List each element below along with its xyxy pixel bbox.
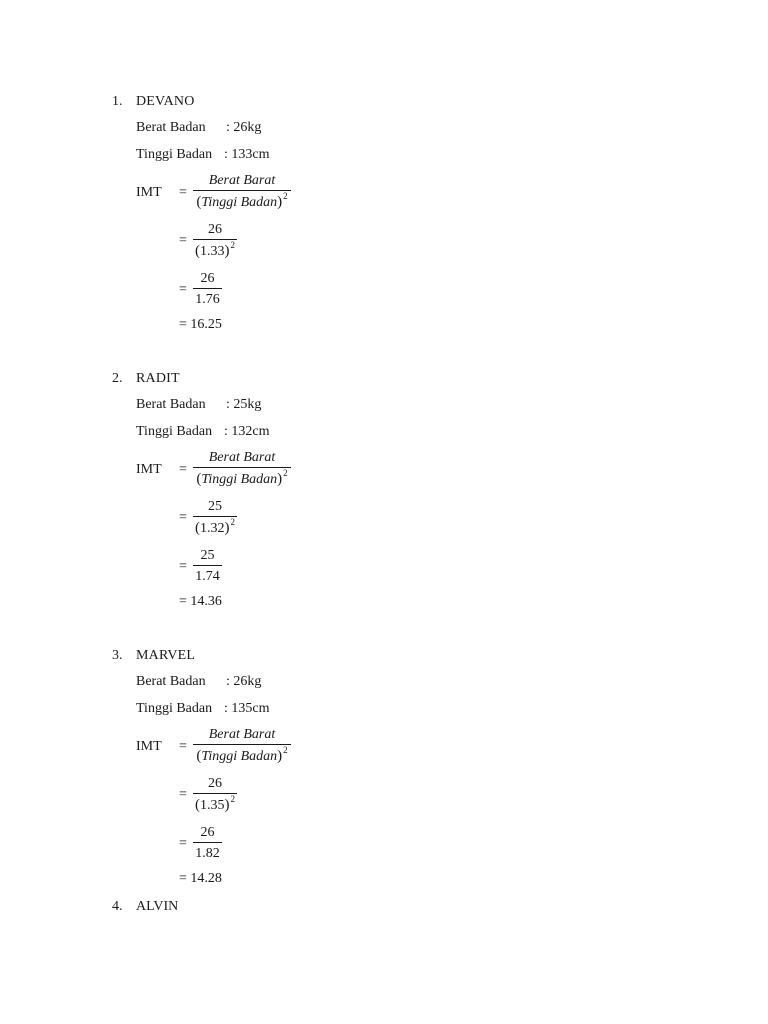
step1-fraction: 26 $(1.35)^2$ (195, 776, 235, 813)
exponent: 2 (283, 468, 288, 478)
entry-number: 2. (112, 371, 123, 386)
imt-label: IMT (136, 185, 162, 200)
imt-formula-fraction: Berat Barat (Tinggi Badan)$^2$ (193, 727, 291, 765)
imt-result: = 14.28 (179, 871, 222, 886)
step2-denominator: 1.82 (195, 846, 220, 861)
berat-badan-label: Berat Badan (136, 397, 206, 412)
fraction-bar (193, 467, 291, 468)
step1-denominator: 1.33 (200, 244, 225, 259)
imt-formula-fraction: Berat Barat (Tinggi Badan)$^2$ (193, 173, 291, 211)
equals-sign: = (179, 282, 187, 297)
equals-sign: = (179, 787, 187, 802)
imt-result: = 14.36 (179, 594, 222, 609)
berat-badan-value: : 26kg (226, 674, 262, 689)
step1-denominator: 1.35 (200, 798, 225, 813)
berat-badan-value: : 25kg (226, 397, 262, 412)
step2-denominator: 1.74 (195, 569, 220, 584)
step2-fraction (193, 825, 222, 863)
step1-numerator: 26 (208, 776, 222, 791)
formula-numerator: Berat Barat (208, 450, 276, 465)
fraction-bar (193, 190, 291, 191)
tinggi-badan-label: Tinggi Badan (136, 424, 213, 439)
entry-radit (0, 277, 768, 609)
exponent: 2 (283, 745, 288, 755)
entry-number: 1. (112, 94, 123, 109)
entry-name: ALVIN (136, 899, 179, 914)
equals-sign: = (179, 510, 187, 525)
berat-badan-label: Berat Badan (136, 674, 206, 689)
entry-number: 4. (112, 899, 123, 914)
formula-denominator: Tinggi Badan (201, 749, 278, 764)
entry-name: DEVANO (136, 94, 195, 109)
step1-fraction: 25 $(1.32)^2$ (195, 499, 235, 536)
exponent: 2 (283, 191, 288, 201)
formula-numerator: Berat Barat (208, 173, 276, 188)
step2-numerator: 26 (200, 271, 215, 286)
entry-number: 3. (112, 648, 123, 663)
formula-numerator: Berat Barat (208, 727, 276, 742)
tinggi-badan-label: Tinggi Badan (136, 701, 213, 716)
entry-devano (0, 0, 768, 332)
imt-label: IMT (136, 462, 162, 477)
equals-sign: = (179, 559, 187, 574)
tinggi-badan-value: : 135cm (224, 701, 270, 716)
equals-sign: = (179, 462, 187, 477)
imt-result: = 16.25 (179, 317, 222, 332)
equals-sign: = (179, 836, 187, 851)
formula-denominator: Tinggi Badan (201, 195, 278, 210)
formula-denominator: Tinggi Badan (201, 472, 278, 487)
berat-badan-value: : 26kg (226, 120, 262, 135)
entry-name: MARVEL (136, 648, 196, 663)
fraction-bar (193, 842, 222, 843)
exponent: 2 (230, 517, 235, 527)
equals-sign: = (179, 233, 187, 248)
exponent: 2 (230, 240, 235, 250)
step2-denominator: 1.76 (195, 292, 220, 307)
step1-fraction: 26 $(1.33)^2$ (195, 222, 235, 259)
step2-numerator: 25 (200, 548, 215, 563)
tinggi-badan-value: : 133cm (224, 147, 270, 162)
tinggi-badan-label: Tinggi Badan (136, 147, 213, 162)
tinggi-badan-value: : 132cm (224, 424, 270, 439)
equals-sign: = (179, 185, 187, 200)
step2-numerator: 26 (200, 825, 215, 840)
step1-numerator: 26 (208, 222, 222, 237)
fraction-bar (193, 744, 291, 745)
berat-badan-label: Berat Badan (136, 120, 206, 135)
step1-denominator: 1.32 (200, 521, 225, 536)
imt-label: IMT (136, 739, 162, 754)
entry-marvel (0, 554, 768, 886)
step1-numerator: 25 (208, 499, 222, 514)
equals-sign: = (179, 739, 187, 754)
exponent: 2 (230, 794, 235, 804)
entry-name: RADIT (136, 371, 180, 386)
imt-formula-fraction: Berat Barat (Tinggi Badan)$^2$ (193, 450, 291, 488)
